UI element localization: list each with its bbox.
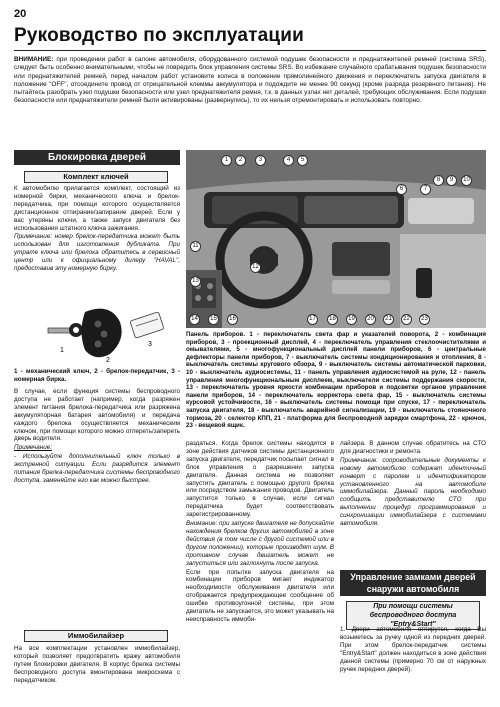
- dashboard-caption: Панель приборов. 1 - переключатель света фар и указателей поворота, 2 - комбинация приборов, 3 - проекционный дисплей, 4 - переключатель управления стеклоочистителями и омывателями, 5 - многофункциональный дисплей панели приборов, 6 - центральные дефлекторы панели приборов, 7 - выключатель системы кондиционирования и отопления, 8 - выключатель системы кругового обзора, 9 - выключатель системы автоматической парковки, 10 - выключатель аудиосистемы, 11 - панель управления аудиосистемой на руле, 12 - панель управления многофункциональным дисплеем, выключатели системы поддержания скорости, 13 - переключатель уровня яркости комбинации приборов и подсветки органов управления панели приборов, 14 - переключатель корректора света фар, 15 - выключатель системы курсовой устойчивости, 16 - выключатель системы помощи при спуске, 17 - переключатель запуска двигателя, 18 - выключатель аварийной сигнализации, 19 - выключатель стояночного тормоза, 20 - селектор КПП, 21 - платформа для беспроводной зарядки смартфона, 22 - крючок, 23 - вещевой ящик.: [186, 331, 486, 430]
- callout-16: 16: [227, 314, 238, 325]
- immobilizer-subheading: Иммобилайзер: [24, 630, 168, 642]
- mechanical-key-icon: [48, 323, 83, 337]
- callout-20: 20: [365, 314, 376, 325]
- callout-7: 7: [420, 184, 431, 195]
- keys-subheading: Комплект ключей: [24, 171, 168, 183]
- callout-8: 8: [433, 175, 444, 186]
- callout-2: 2: [235, 155, 246, 166]
- callout-22: 22: [401, 314, 412, 325]
- keys-intro: [14, 185, 180, 274]
- callout-3: 3: [255, 155, 266, 166]
- callout-1: 1: [221, 155, 232, 166]
- callout-15: 15: [208, 314, 219, 325]
- warning-text: при проведении работ в салоне автомобиля, оборудованного системой подушек безопасности и преднатяжителей ремней (система SRS), следует быть особенно внимательными, чтобы не повредить блок управления системы SRS. Во избежание случайного срабатывания подушек безопасности или преднатяжителей ремней, перед началом работ установите колеса в положение прямолинейного движения и переключатель запуска двигателя в положение "OFF", отсоедините провод от отрицательной клеммы аккумулятора и подождите не менее 90 секунд (кроме разряда резервного питания). Не пытайтесь разобрать узел подушки безопасности или узел преднатяжителя ремня, т.к. в данных узлах нет деталей, требующих обслуживания. Если подушки безопасности или преднатяжители ремней были активированы (развернулись), то их нельзя отремонтировать и использовать повторно.: [14, 56, 486, 105]
- callout-21: 21: [383, 314, 394, 325]
- callout-4: 4: [283, 155, 294, 166]
- keys-caption: 1 - механический ключ, 2 - брелок-передатчик, 3 - номерная бирка.: [14, 368, 180, 383]
- keys-paragraph-1: К автомобилю прилагается комплект, состоящий из номерной бирки, механического ключа и брелок-передатчика, при помощи которого осуществляется дистанционное отпирание/запирание дверей. Если у вас утеряны ключи, а также запуск двигателя без использования штатного ключа зажигания.: [14, 185, 180, 232]
- key-fob-icon: [82, 309, 122, 358]
- callout-9: 9: [446, 175, 457, 186]
- right-paragraph-2: Примечание: сопроводительные документы к новому автомобилю содержат идентичный конверт с паролем и идентификатором установленного на автомобиле иммобилайзера. Данный пароль необходимо сообщить представителю СТО при выполнении процедур программирования и синхронизации иммобилайзера с системами автомобиля.: [340, 456, 486, 528]
- callout-5: 5: [297, 155, 308, 166]
- title-divider: [14, 50, 486, 51]
- callout-10: 10: [461, 175, 472, 186]
- exterior-lock-section-title: Управление замками дверей снаружи автомобиля: [340, 570, 486, 596]
- keys-note: Примечание: номер брелок-передатчика может быть использован для изготовления дубликата. При утрате ключа или брелока обратитесь в сервисный центр или к официальному дилеру "HAVAL", предоставив эту номерную бирку.: [14, 233, 180, 273]
- svg-text:1: 1: [60, 347, 64, 354]
- warning-block: [14, 56, 486, 106]
- entry-start-subheading: При помощи системы беспроводного доступа "Entry&Start": [346, 601, 480, 630]
- keys-body: [14, 388, 180, 486]
- callout-19: 19: [346, 314, 357, 325]
- callout-11: 11: [190, 241, 201, 252]
- callout-12: 12: [250, 262, 261, 273]
- middle-paragraph-1: раздаться. Когда брелок системы находится в зоне действия датчиков системы дистанционного запуска двигателя, передатчик посылает сигнал в блок управления о разрешении запуска двигателя. Данная система не позволяет запустить двигатель с помощью другого брелка или посредством замыкания проводов. Двигатель запустится только в случае, если сигнал передатчика будет соответствовать зарегистрированному.: [186, 440, 334, 519]
- page-title: Руководство по эксплуатации: [14, 25, 305, 46]
- middle-paragraph-2: Внимание: при запуске двигателя не допускайте нахождения брелков других автомобилей в зоне действия (в том числе с другой системой или в другом положении), которые производят шум. В противном случае двигатель может не запуститься или заглохнуть после запуска.: [186, 520, 334, 567]
- keys-note-heading: Примечание:: [14, 444, 53, 452]
- callout-13: 13: [190, 276, 201, 287]
- number-tag-icon: [130, 312, 164, 338]
- right-paragraph-1: лайзера. В данном случае обратитесь на СТО для диагностики и ремонта.: [340, 440, 486, 455]
- svg-text:3: 3: [148, 341, 152, 348]
- callout-23: 23: [419, 314, 430, 325]
- keys-note-text: - Используйте дополнительный ключ только в экстренной ситуации. Если разрядится элемент питания брелка-передатчика системы беспроводного доступа, заменяйте его как можно быстрее.: [14, 453, 180, 484]
- entry-start-text: 1. Двери автомобиля отпирутся, когда Вы возьметесь за ручку одной из передних дверей. При этом брелок-передатчик системы "Entry&Start" должен находиться в зоне действия данной системы (примерно 70 см от наружных ручек передних дверей).: [340, 626, 486, 673]
- keys-paragraph-3: В случае, если функция системы беспроводного доступа не работает (например, когда разряжен элемент питания брелока-передатчика или разряжена аккумуляторная батарея автомобиля) и передача каждого брелока осуществляется механическим ключом, при помощи которого можно отпереть/запереть дверь водителя.: [14, 388, 180, 443]
- callout-6: 6: [396, 184, 407, 195]
- right-column-text: [340, 440, 486, 529]
- door-lock-section-title: Блокировка дверей: [14, 150, 180, 165]
- middle-paragraph-3: Если при попытке запуска двигателя на комбинации приборов мигает индикатор необходимости обслуживания двигателя или отображается предупреждающее сообщение об ошибке противоугонной системы, при этом двигатель не запускается, это может указывать на неисправность иммоби-: [186, 568, 334, 623]
- callout-14: 14: [189, 314, 200, 325]
- callout-18: 18: [327, 314, 338, 325]
- immobilizer-continued: [186, 440, 334, 625]
- keys-image: [40, 302, 170, 364]
- page-number: 20: [14, 8, 27, 20]
- warning-label: ВНИМАНИЕ:: [14, 56, 54, 63]
- callout-17: 17: [307, 314, 318, 325]
- immobilizer-text: На все комплектации установлен иммобилайзер, который позволяет предотвратить кражу автомобиля путем блокировки двигателя. В корпус брелка системы беспроводного доступа вмонтирована микросхема с передатчиком.: [14, 645, 180, 684]
- svg-text:2: 2: [106, 357, 110, 364]
